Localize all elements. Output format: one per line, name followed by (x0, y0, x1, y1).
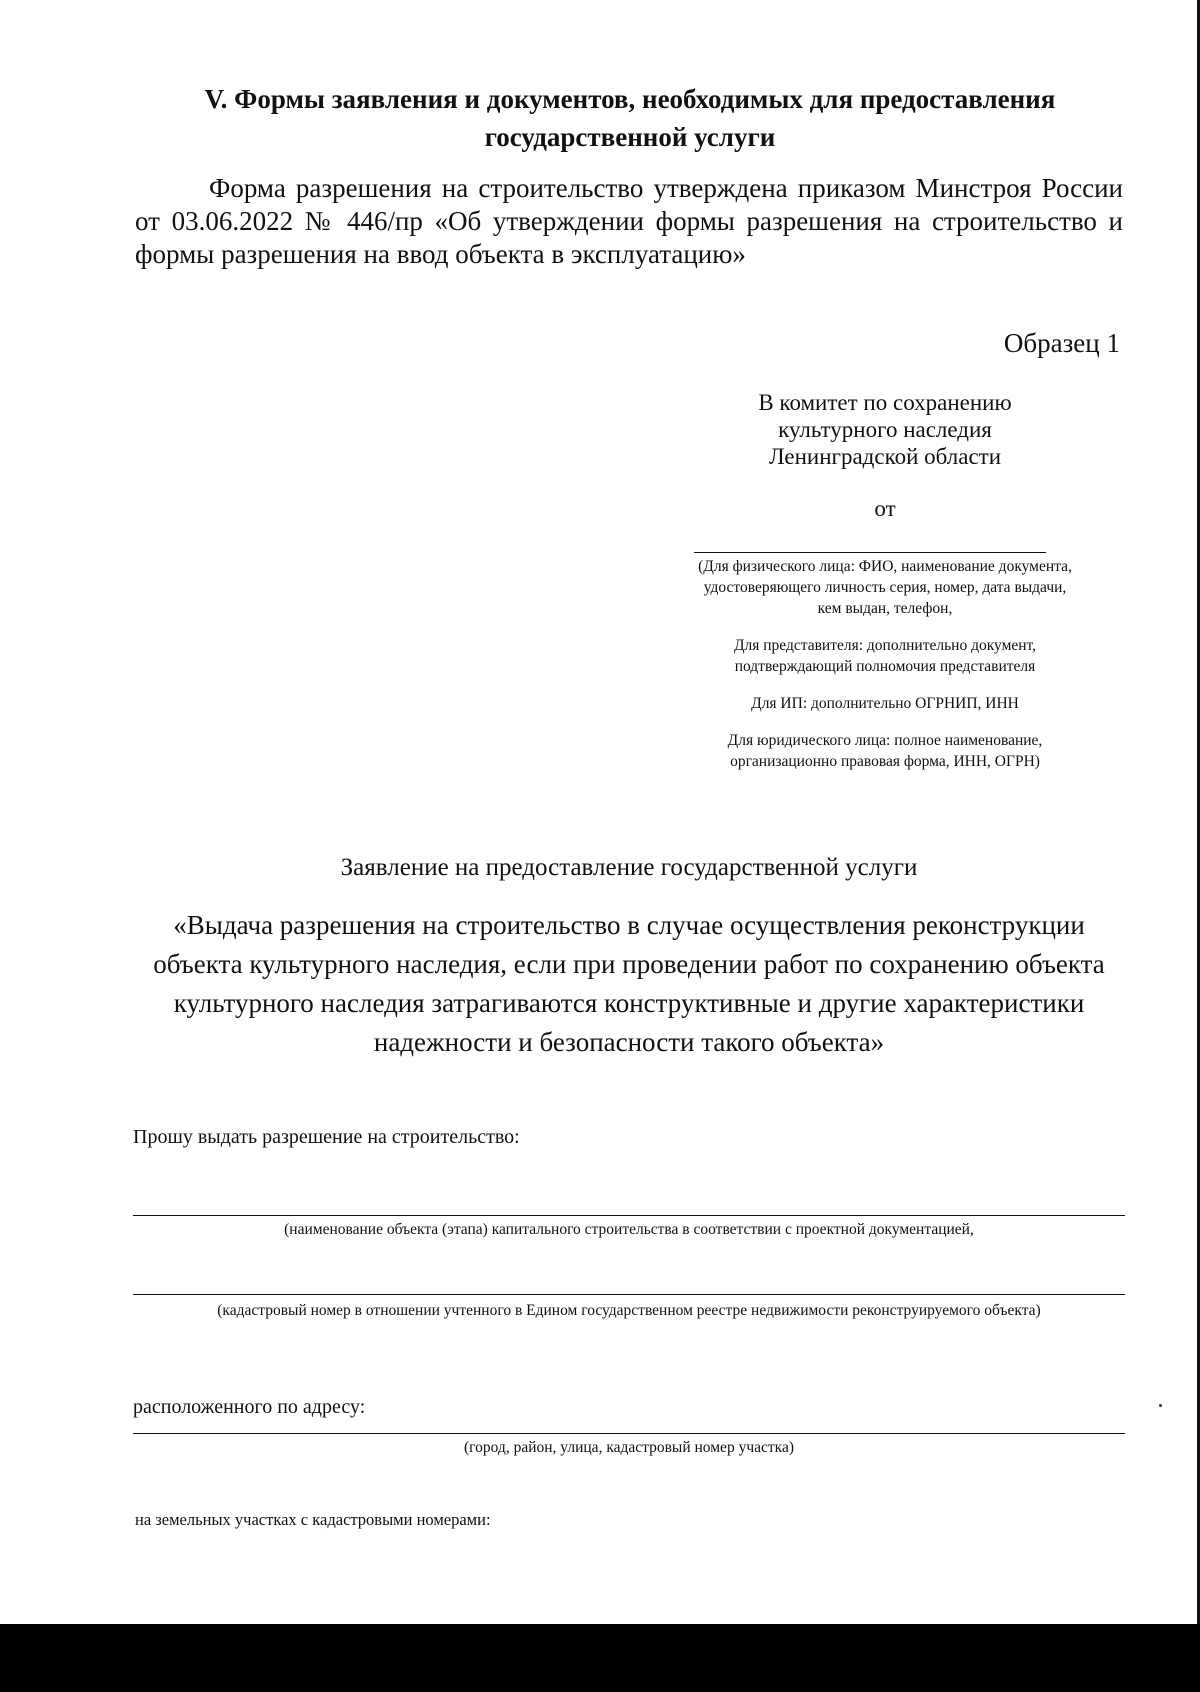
address-label: расположенного по адресу: (133, 1396, 366, 1418)
object-name-fill-line[interactable] (133, 1215, 1125, 1216)
intro-paragraph: Форма разрешения на строительство утверждена приказом Минстроя России от 03.06.2022 № 446/пр «Об утверждении формы разрешения на строительство и формы разрешения на ввод объекта в эксплуатацию» (135, 173, 1123, 269)
sample-label: Образец 1 (1003, 328, 1120, 358)
hint-ip: Для ИП: дополнительно ОГРНИП, ИНН (751, 695, 1019, 712)
addressee-line: В комитет по сохранению (758, 390, 1012, 415)
hint-legal-entity: Для юридического лица: полное наименование, организационно правовая форма, ИНН, ОГРН) (727, 732, 1043, 770)
addressee-line: Ленинградской области (768, 444, 1002, 469)
hint-cadastral-number: (кадастровый номер в отношении учтенного в Едином государственном реестре недвижимости реконструируемого объекта) (217, 1302, 1041, 1319)
parcels-label: на земельных участках с кадастровыми номерами: (135, 1510, 491, 1529)
hint-representative: Для представителя: дополнительно документ, подтверждающий полномочия представителя (733, 637, 1037, 675)
cadastral-fill-line[interactable] (133, 1294, 1125, 1295)
section-title: V. Формы заявления и документов, необходимых для предоставления государственной услуги (204, 84, 1056, 152)
application-title: Заявление на предоставление государственной услуги (340, 854, 918, 881)
applicant-hints (690, 556, 1080, 788)
addressee-line: культурного наследия (778, 417, 992, 442)
from-label: от (874, 496, 896, 521)
addressee-block (690, 389, 1080, 470)
scan-edge-bottom (0, 1624, 1200, 1692)
service-name: «Выдача разрешения на строительство в случае осуществления реконструкции объекта культурного наследия, если при проведении работ по сохранению объекта культурного наследия затрагиваются конструктивные и другие характеристики надежности и безопасности такого объекта» (153, 910, 1105, 1057)
scan-speck (1159, 1404, 1162, 1407)
hint-object-name: (наименование объекта (этапа) капитального строительства в соответствии с проектной документацией, (284, 1221, 974, 1238)
hint-individual: (Для физического лица: ФИО, наименование документа, удостоверяющего личность серия, номер, дата выдачи, кем выдан, телефон, (698, 558, 1072, 617)
address-fill-line[interactable] (133, 1433, 1125, 1434)
request-label: Прошу выдать разрешение на строительство: (133, 1126, 520, 1148)
applicant-fill-line[interactable] (694, 552, 1046, 553)
hint-address: (город, район, улица, кадастровый номер участка) (464, 1439, 794, 1456)
